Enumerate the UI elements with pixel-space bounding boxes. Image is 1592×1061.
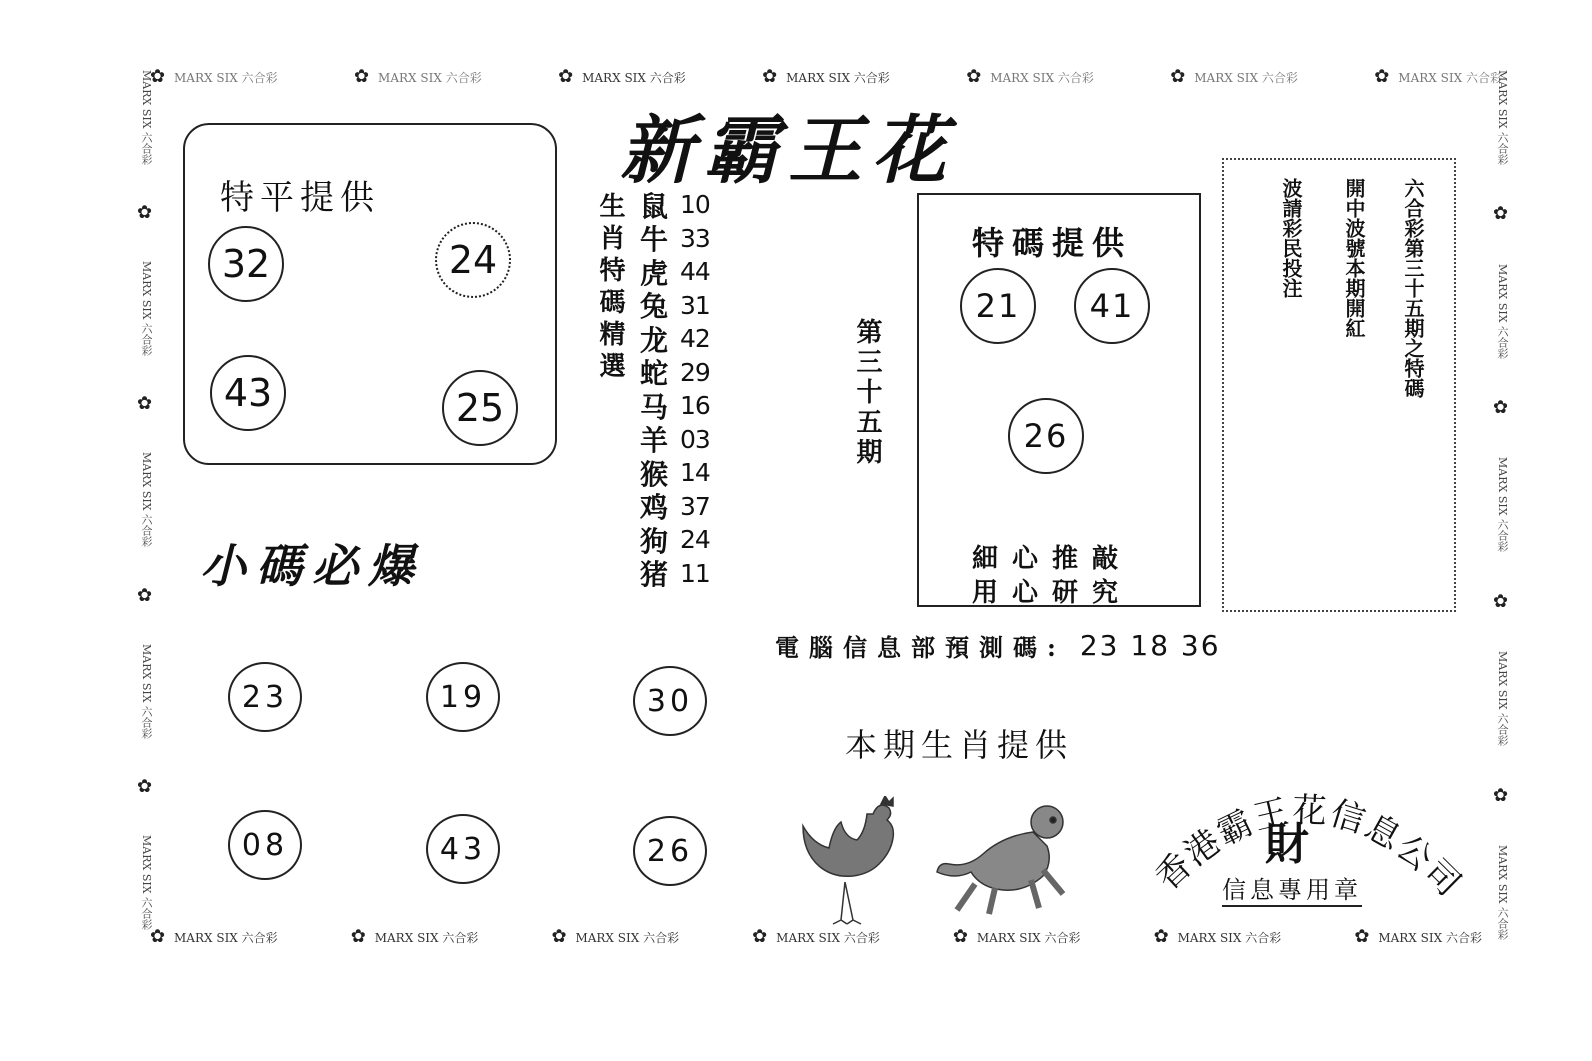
zodiac-animal: 鼠 bbox=[640, 189, 669, 223]
small-code-number: 43 bbox=[426, 814, 500, 884]
monkey-icon bbox=[935, 800, 1075, 918]
special-flat-heading: 特平提供 bbox=[220, 178, 380, 218]
special-flat-number: 24 bbox=[435, 222, 511, 298]
watermark: MARX SIX 六合彩 bbox=[140, 643, 153, 739]
page-title: 新霸王花 bbox=[620, 108, 956, 194]
flower-icon: ✿ bbox=[952, 926, 968, 947]
zodiac-animal: 虎 bbox=[640, 256, 669, 290]
flower-icon: ✿ bbox=[137, 775, 153, 797]
watermark: MARX SIX 六合彩 bbox=[140, 452, 153, 548]
special-flat-number: 32 bbox=[208, 226, 284, 302]
zodiac-animal: 牛 bbox=[640, 223, 669, 257]
flower-icon: ✿ bbox=[1170, 66, 1186, 87]
watermark: ✿ MARX SIX 六合彩 bbox=[354, 66, 482, 87]
watermark: ✿ MARX SIX 六合彩 bbox=[551, 926, 680, 947]
zodiac-number: 42 bbox=[680, 324, 710, 354]
watermark: MARX SIX 六合彩 bbox=[1496, 70, 1509, 166]
zodiac-picks-label: 生肖特碼精選 bbox=[595, 192, 625, 384]
zodiac-row bbox=[640, 356, 750, 390]
watermark: ✿ MARX SIX 六合彩 bbox=[350, 926, 479, 947]
stamp-bottom: 信息專用章 bbox=[1222, 870, 1362, 907]
flower-icon: ✿ bbox=[1493, 203, 1509, 225]
flower-icon: ✿ bbox=[137, 202, 153, 224]
small-code-number: 26 bbox=[633, 816, 707, 886]
watermark: MARX SIX 六合彩 bbox=[1496, 844, 1509, 940]
flower-icon: ✿ bbox=[354, 66, 370, 87]
zodiac-animal: 龙 bbox=[640, 323, 669, 357]
small-code-number: 23 bbox=[228, 662, 302, 732]
zodiac-number: 24 bbox=[680, 525, 710, 555]
stamp-center: 財 bbox=[1265, 819, 1309, 870]
flower-icon: ✿ bbox=[551, 926, 567, 947]
small-code-number: 08 bbox=[228, 810, 302, 880]
computer-prediction-label: 電腦信息部預測碼: bbox=[775, 633, 1066, 662]
small-code-number: 30 bbox=[633, 666, 707, 736]
watermark: ✿ MARX SIX 六合彩 bbox=[966, 66, 1094, 87]
special-flat-number: 25 bbox=[442, 370, 518, 446]
zodiac-row bbox=[640, 289, 750, 323]
special-code-number: 21 bbox=[960, 268, 1036, 344]
bottom-watermark-strip bbox=[150, 926, 1482, 948]
zodiac-animal: 马 bbox=[640, 390, 669, 424]
zodiac-row bbox=[640, 188, 750, 222]
zodiac-number: 33 bbox=[680, 223, 710, 253]
zodiac-number: 16 bbox=[680, 391, 710, 421]
watermark: ✿ MARX SIX 六合彩 bbox=[762, 66, 890, 87]
computer-prediction-numbers: 23 18 36 bbox=[1079, 629, 1221, 662]
zodiac-row bbox=[640, 423, 750, 457]
right-watermark-strip bbox=[1490, 70, 1514, 940]
zodiac-animal: 鸡 bbox=[640, 491, 669, 525]
flower-icon: ✿ bbox=[150, 926, 166, 947]
zodiac-row bbox=[640, 523, 750, 557]
watermark: ✿ MARX SIX 六合彩 bbox=[1354, 926, 1482, 947]
flower-icon: ✿ bbox=[350, 926, 366, 947]
watermark: ✿ MARX SIX 六合彩 bbox=[1170, 66, 1298, 87]
watermark: ✿ MARX SIX 六合彩 bbox=[952, 926, 1081, 947]
zodiac-number: 03 bbox=[680, 424, 710, 454]
zodiac-number: 11 bbox=[680, 558, 710, 588]
flower-icon: ✿ bbox=[762, 66, 778, 87]
zodiac-row bbox=[640, 322, 750, 356]
special-code-number: 26 bbox=[1008, 398, 1084, 474]
zodiac-animal: 狗 bbox=[640, 524, 669, 558]
watermark: ✿ MARX SIX 六合彩 bbox=[150, 66, 278, 87]
zodiac-animal: 猪 bbox=[640, 558, 669, 592]
zodiac-row bbox=[640, 255, 750, 289]
flower-icon: ✿ bbox=[558, 66, 574, 87]
zodiac-row bbox=[640, 490, 750, 524]
flower-icon: ✿ bbox=[137, 584, 153, 606]
issue-label: 第三十五期 bbox=[852, 318, 882, 468]
watermark: ✿ MARX SIX 六合彩 bbox=[1374, 66, 1502, 87]
zodiac-number: 31 bbox=[680, 290, 710, 320]
flower-icon: ✿ bbox=[752, 926, 768, 947]
flower-icon: ✿ bbox=[150, 66, 166, 87]
zodiac-row bbox=[640, 456, 750, 490]
flower-icon: ✿ bbox=[1354, 926, 1370, 947]
special-code-slogan: 用心研究 bbox=[972, 578, 1133, 608]
zodiac-animal: 羊 bbox=[640, 424, 669, 458]
stamp-arc-text: 香港霸王花信息公司 bbox=[1147, 790, 1470, 906]
zodiac-number: 37 bbox=[680, 491, 710, 521]
small-code-heading: 小碼必爆 bbox=[200, 539, 424, 593]
special-code-heading: 特碼提供 bbox=[972, 224, 1133, 262]
flower-icon: ✿ bbox=[966, 66, 982, 87]
computer-prediction bbox=[775, 628, 1221, 663]
zodiac-animal: 蛇 bbox=[640, 357, 669, 391]
notice-column: 開中波號本期開紅 bbox=[1342, 178, 1366, 338]
top-watermark-strip bbox=[150, 66, 1502, 88]
left-watermark-strip bbox=[134, 70, 158, 930]
flower-icon: ✿ bbox=[137, 393, 153, 415]
watermark: MARX SIX 六合彩 bbox=[140, 70, 153, 166]
zodiac-row bbox=[640, 222, 750, 256]
flower-icon: ✿ bbox=[1493, 784, 1509, 806]
zodiac-number: 29 bbox=[680, 357, 710, 387]
flower-icon: ✿ bbox=[1493, 397, 1509, 419]
zodiac-row bbox=[640, 389, 750, 423]
zodiac-animal: 猴 bbox=[640, 457, 669, 491]
zodiac-number: 44 bbox=[680, 257, 710, 287]
notice-column: 六合彩第三十五期之特碼 bbox=[1401, 178, 1425, 398]
zodiac-provide-label: 本期生肖提供 bbox=[845, 726, 1074, 764]
watermark: MARX SIX 六合彩 bbox=[1496, 263, 1509, 359]
watermark: ✿ MARX SIX 六合彩 bbox=[150, 926, 278, 947]
small-code-number: 19 bbox=[426, 662, 500, 732]
rooster-icon bbox=[795, 796, 910, 928]
flower-icon: ✿ bbox=[1374, 66, 1390, 87]
special-flat-number: 43 bbox=[210, 355, 286, 431]
watermark: MARX SIX 六合彩 bbox=[140, 834, 153, 930]
zodiac-picks-list bbox=[640, 188, 750, 590]
watermark: ✿ MARX SIX 六合彩 bbox=[1153, 926, 1282, 947]
zodiac-number: 10 bbox=[680, 190, 710, 220]
watermark: ✿ MARX SIX 六合彩 bbox=[558, 66, 686, 87]
flower-icon: ✿ bbox=[1153, 926, 1169, 947]
zodiac-animal: 兔 bbox=[640, 290, 669, 324]
watermark: MARX SIX 六合彩 bbox=[1496, 651, 1509, 747]
zodiac-number: 14 bbox=[680, 458, 710, 488]
notice-column: 波請彩民投注 bbox=[1279, 178, 1303, 298]
watermark: MARX SIX 六合彩 bbox=[1496, 457, 1509, 553]
flower-icon: ✿ bbox=[1493, 590, 1509, 612]
zodiac-row bbox=[640, 557, 750, 591]
watermark: ✿ MARX SIX 六合彩 bbox=[752, 926, 880, 947]
special-code-number: 41 bbox=[1074, 268, 1150, 344]
special-code-slogan: 細心推敲 bbox=[972, 544, 1133, 574]
watermark: MARX SIX 六合彩 bbox=[140, 261, 153, 357]
